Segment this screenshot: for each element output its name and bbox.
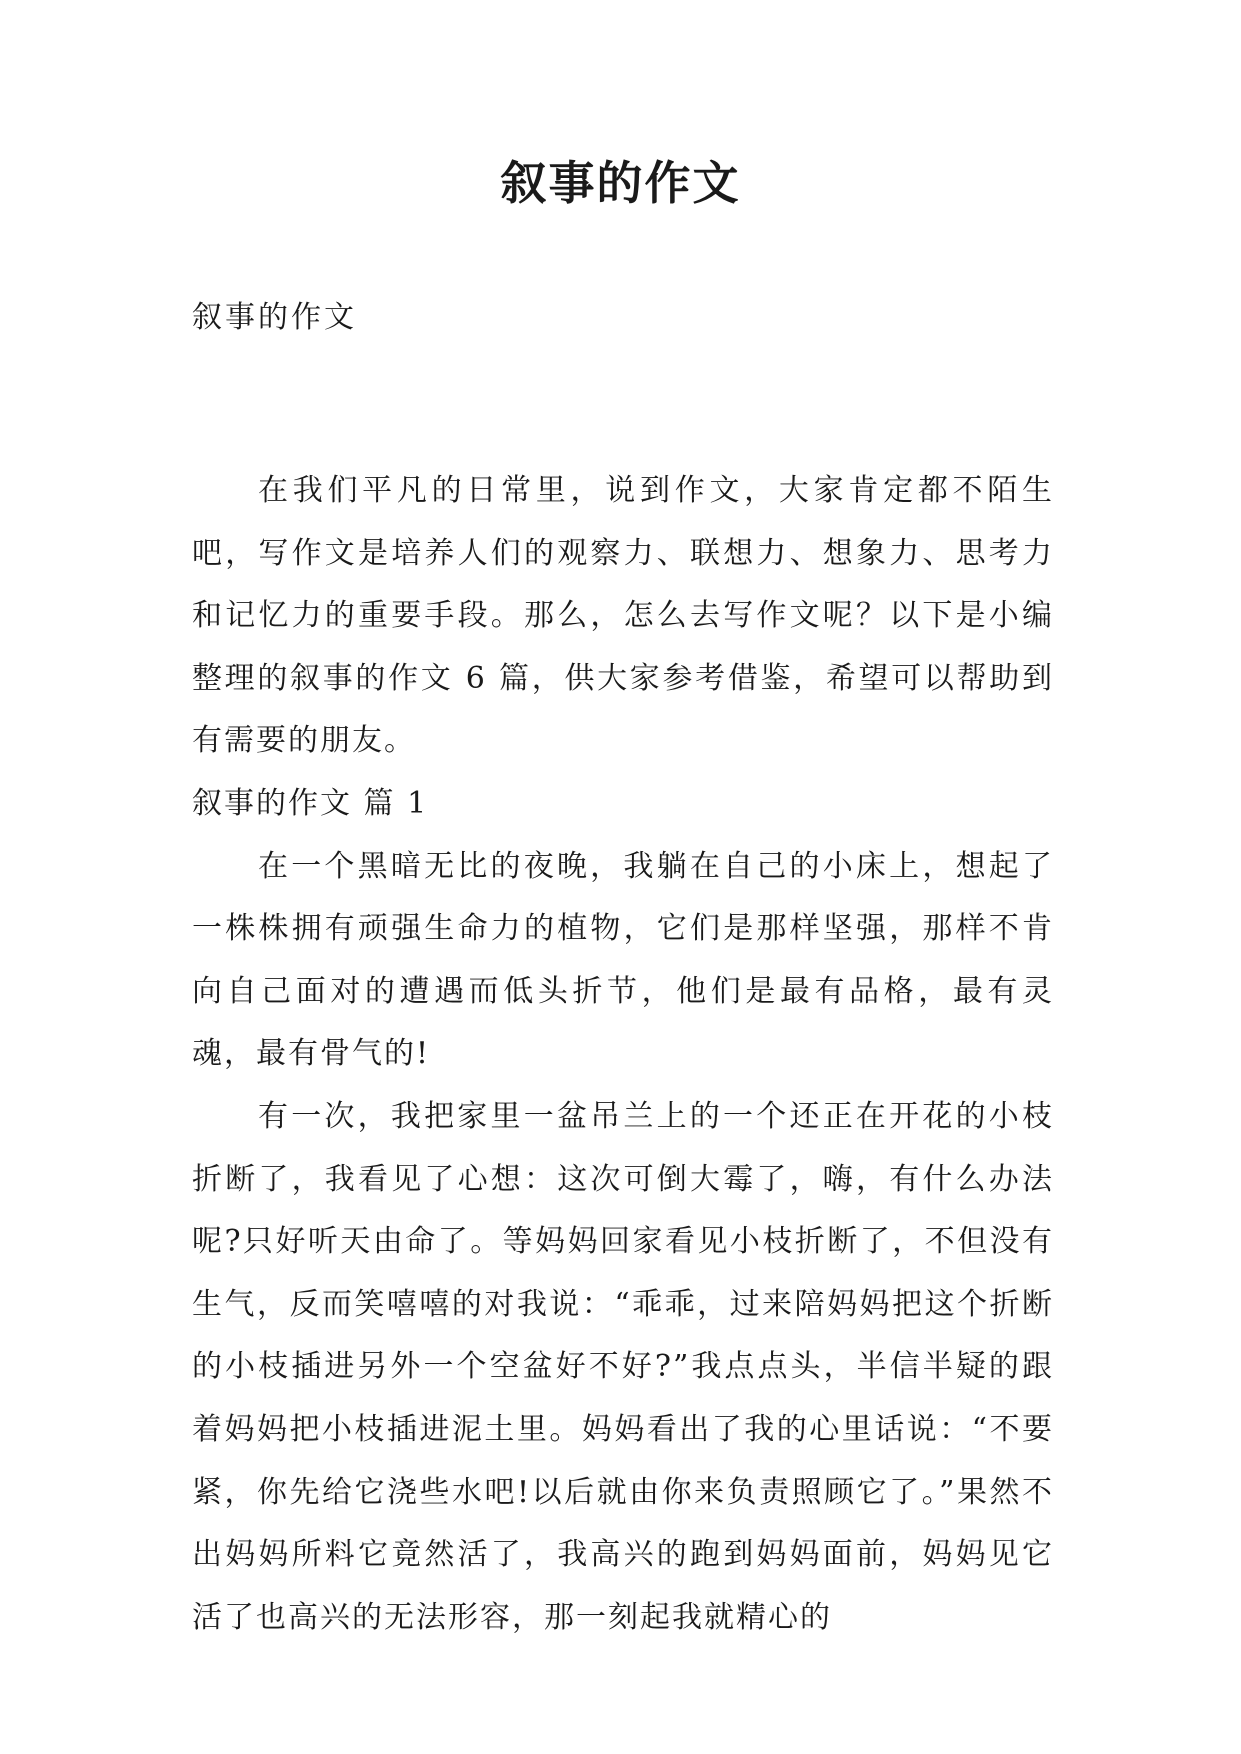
body-paragraph: 在一个黑暗无比的夜晚，我躺在自己的小床上，想起了一株株拥有顽强生命力的植物，它们是那样坚强，那样不肯向自己面对的遭遇而低头折节，他们是最有品格，最有灵魂，最有骨气的! xyxy=(192,848,1054,1072)
document-subtitle: 叙事的作文 xyxy=(192,300,357,335)
intro-paragraph: 在我们平凡的日常里，说到作文，大家肯定都不陌生吧，写作文是培养人们的观察力、联想力、想象力、思考力和记忆力的重要手段。那么，怎么去写作文呢？以下是小编整理的叙事的作文 6 篇，供大家参考借鉴，希望可以帮助到有需要的朋友。 xyxy=(192,473,1054,759)
section-heading: 叙事的作文 篇 1 xyxy=(192,785,429,821)
document-body xyxy=(192,460,1054,1649)
document-title: 叙事的作文 xyxy=(500,156,741,210)
body-paragraph: 有一次，我把家里一盆吊兰上的一个还正在开花的小枝折断了，我看见了心想：这次可倒大霉了，嗨，有什么办法呢?只好听天由命了。等妈妈回家看见小枝折断了，不但没有生气，反而笑嘻嘻的对我说：“乖乖，过来陪妈妈把这个折断的小枝插进另外一个空盆好不好?”我点点头，半信半疑的跟着妈妈把小枝插进泥土里。妈妈看出了我的心里话说：“不要紧，你先给它浇些水吧!以后就由你来负责照顾它了。”果然不出妈妈所料它竟然活了，我高兴的跑到妈妈面前，妈妈见它活了也高兴的无法形容，那一刻起我就精心的 xyxy=(192,1098,1054,1635)
